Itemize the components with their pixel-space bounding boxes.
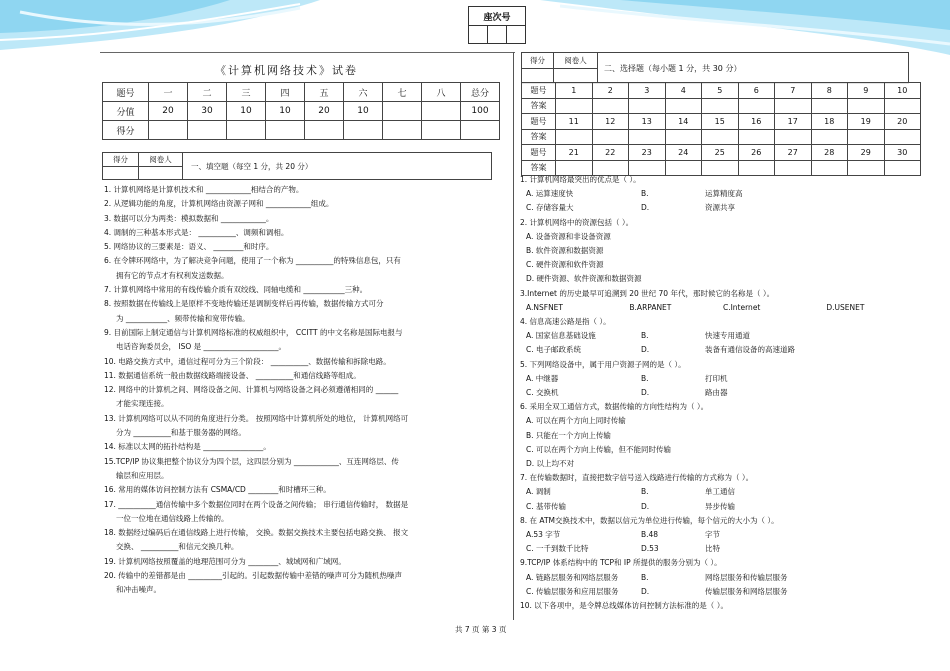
answer-grid-cell: [592, 98, 629, 114]
answer-grid-cell: [884, 98, 921, 114]
choice-options: [520, 187, 915, 201]
choice-option: D.: [641, 586, 650, 596]
choice-option: B.: [641, 572, 649, 582]
choice-options: [520, 429, 915, 443]
choice-question: 9.TCP/IP 体系结构中的 TCP和 IP 所提供的服务分别为（ ）。: [520, 558, 722, 568]
answer-grid-cell: 29: [848, 145, 885, 161]
choice-options: [520, 386, 915, 400]
answer-grid-row: [522, 114, 921, 130]
answer-grid-cell: 4: [665, 83, 702, 99]
fill-question-line: 4. 调制的三种基本形式是： __________、调频和调相。: [104, 227, 289, 237]
score-table-cell: 30: [188, 102, 227, 121]
answer-grid-cell: 15: [702, 114, 739, 130]
answer-grid-row: [522, 145, 921, 161]
fill-question-line: 和冲击噪声。: [116, 585, 161, 595]
fill-question-line: 15.TCP/IP 协议集把整个协议分为四个层，这四层分别为 ____________、互连网络层、传: [104, 456, 399, 466]
choice-question: 7. 在传输数据时，直接把数字信号送入线路进行传输的方式称为（ ）。: [520, 473, 754, 483]
answer-grid-cell: [556, 98, 593, 114]
choice-options: [520, 414, 915, 428]
fill-question-line: 10. 电路交换方式中，通信过程可分为三个阶段： __________、数据传输和拆除电路。: [104, 356, 391, 366]
fill-question-line: 13. 计算机网络可以从不同的角度进行分类。 按照网络中计算机所处的地位， 计算机网络可: [104, 413, 409, 423]
answer-grid-cell: 2: [592, 83, 629, 99]
choice-options: [520, 443, 915, 457]
fill-question-line: 3. 数据可以分为两类：模拟数据和 ____________。: [104, 213, 274, 223]
score-table-cell: [383, 121, 422, 140]
choice-option: B.: [641, 331, 649, 341]
choice-option: 传输层服务和网络层服务: [705, 586, 788, 596]
choice-options: [520, 343, 915, 357]
choice-option: C. 可以在两个方向上传输，但不能同时传输: [526, 444, 672, 454]
score-table-cell: 10: [266, 102, 305, 121]
answer-grid-cell: 21: [556, 145, 593, 161]
choice-option: 字节: [705, 530, 720, 540]
answer-grid-cell: 27: [775, 145, 812, 161]
fill-question-line: 交换、 __________和信元交换几种。: [116, 542, 239, 552]
answer-grid-cell: 25: [702, 145, 739, 161]
score-table-cell: 分值: [103, 102, 149, 121]
answer-grid-cell: 11: [556, 114, 593, 130]
choice-options: [520, 457, 915, 471]
choice-option: A. 国家信息基础设施: [526, 331, 596, 341]
fill-question-line: 17. __________通信传输中多个数据位同时在两个设备之间传输； 串行通信传输时， 数据是: [104, 499, 409, 509]
answer-grid-cell: 23: [629, 145, 666, 161]
column-divider: [513, 52, 514, 620]
answer-grid-cell: 14: [665, 114, 702, 130]
score-table-cell: [461, 121, 500, 140]
answer-grid-cell: 题号: [522, 114, 556, 130]
score-label: 得分: [522, 53, 553, 69]
choice-options: [520, 528, 915, 542]
answer-grid-cell: 题号: [522, 145, 556, 161]
score-table-cell: [305, 121, 344, 140]
fill-question-line: 才能实现连接。: [116, 399, 169, 409]
score-table-cell: [227, 121, 266, 140]
score-table-cell: 一: [149, 83, 188, 102]
score-table-cell: 10: [344, 102, 383, 121]
choice-options: [520, 571, 915, 585]
choice-option: A. 设备资源和非设备资源: [526, 231, 611, 241]
choice-options: [520, 585, 915, 599]
section1-heading: 一、填空题（每空 1 分，共 20 分）: [191, 161, 313, 171]
answer-grid-cell: 答案: [522, 98, 556, 114]
answer-grid-cell: 8: [811, 83, 848, 99]
answer-grid-row: [522, 129, 921, 145]
answer-grid-cell: 题号: [522, 83, 556, 99]
grader-label: 阅卷人: [139, 153, 182, 167]
answer-grid-cell: 答案: [522, 160, 556, 176]
choice-option: D.53: [641, 544, 659, 554]
answer-grid-cell: 19: [848, 114, 885, 130]
choice-option: D. 硬件资源、软件资源和数据资源: [526, 274, 642, 284]
answer-grid-cell: 1: [556, 83, 593, 99]
choice-option: D.: [641, 388, 650, 398]
fill-question-line: 8. 按照数据在传输线上是原样不变地传输还是调制变样后再传输，数据传输方式可分: [104, 299, 384, 309]
choice-option: A. 中继器: [526, 373, 559, 383]
seat-number-box: [468, 6, 526, 44]
choice-question: 2. 计算机网络中的资源包括（ ）。: [520, 217, 634, 227]
choice-option: C. 硬件资源和软件资源: [526, 260, 604, 270]
score-table-cell: [266, 121, 305, 140]
score-table-cell: [422, 102, 461, 121]
answer-grid-cell: 6: [738, 83, 775, 99]
answer-grid-cell: [629, 98, 666, 114]
answer-grid-cell: [556, 129, 593, 145]
choice-option: 资源共享: [705, 203, 735, 213]
answer-grid-cell: [665, 98, 702, 114]
score-table-cell: 20: [149, 102, 188, 121]
fill-question-line: 14. 标准以太网的拓扑结构是 ________________。: [104, 442, 271, 452]
answer-grid-cell: 17: [775, 114, 812, 130]
answer-grid-row: [522, 98, 921, 114]
answer-grid-cell: 9: [848, 83, 885, 99]
score-table-row: [103, 83, 500, 102]
answer-grid-cell: [629, 129, 666, 145]
answer-grid-cell: [738, 129, 775, 145]
choice-question: 8. 在 ATM交换技术中，数据以信元为单位进行传输，每个信元的大小为（ ）。: [520, 515, 779, 525]
fill-question-line: 6. 在令牌环网络中，为了解决竞争问题，使用了一个称为 __________的特殊信息包，只有: [104, 256, 401, 266]
fill-question-line: 9. 目前国际上制定通信与计算机网络标准的权威组织中， CCITT 的中文名称是国际电报与: [104, 327, 403, 337]
answer-grid-cell: [884, 129, 921, 145]
section2-grader-box: [521, 52, 909, 84]
fill-question-line: 分为 __________和基于服务器的网络。: [116, 428, 246, 438]
choice-option: 运算精度高: [705, 189, 743, 199]
page-footer: 共 7 页 第 3 页: [455, 625, 507, 634]
choice-option: A. 可以在两个方向上同时传输: [526, 416, 626, 426]
answer-grid-cell: 5: [702, 83, 739, 99]
answer-grid-cell: [702, 98, 739, 114]
section1-grader-box: [102, 152, 492, 180]
choice-options: [520, 329, 915, 343]
section2-heading: 二、选择题（每小题 1 分，共 30 分）: [604, 63, 742, 73]
score-table-cell: [149, 121, 188, 140]
fill-question-line: 11. 数据通信系统一般由数据线路端接设备、 __________和通信线路等组成。: [104, 370, 361, 380]
answer-grid-cell: 16: [738, 114, 775, 130]
answer-grid-cell: 答案: [522, 129, 556, 145]
choice-question: 3.Internet 的历史最早可追溯到 20 世纪 70 年代，那时候它的名称是（ ）。: [520, 288, 775, 298]
fill-questions: [104, 183, 506, 598]
choice-question: 5. 下列网络设备中，属于用户资源子网的是（ ）。: [520, 359, 686, 369]
score-table-cell: 三: [227, 83, 266, 102]
choice-question: 4. 信息高速公路是指（ ）。: [520, 317, 611, 327]
choice-option: 路由器: [705, 388, 728, 398]
fill-question-line: 一位一位地在通信线路上传输的。: [116, 513, 229, 523]
choice-option: 网络层服务和传输层服务: [705, 572, 788, 582]
choice-options: [520, 244, 915, 258]
answer-grid-cell: 28: [811, 145, 848, 161]
answer-grid-row: [522, 83, 921, 99]
choice-option: D.: [641, 203, 650, 213]
choice-options: [520, 485, 915, 499]
answer-grid-cell: [848, 98, 885, 114]
choice-option: C. 存储容量大: [526, 203, 574, 213]
choice-option: A.NSFNET: [526, 302, 563, 312]
answer-grid-cell: [738, 98, 775, 114]
answer-grid-cell: 7: [775, 83, 812, 99]
answer-grid-cell: 10: [884, 83, 921, 99]
score-table-cell: 题号: [103, 83, 149, 102]
choice-questions: [520, 173, 915, 613]
score-table-cell: 10: [227, 102, 266, 121]
answer-grid-cell: [775, 98, 812, 114]
choice-option: C.Internet: [722, 302, 761, 312]
score-table-cell: [344, 121, 383, 140]
choice-option: B. 软件资源和数据资源: [526, 246, 604, 256]
choice-option: B.: [641, 487, 649, 497]
choice-options: [520, 542, 915, 556]
choice-option: A. 运算速度快: [526, 189, 574, 199]
choice-option: D.: [641, 345, 650, 355]
answer-grid-cell: [702, 129, 739, 145]
fill-question-line: 7. 计算机网络中常用的有线传输介质有双绞线、同轴电缆和 ___________三种。: [104, 285, 368, 295]
answer-grid-cell: 3: [629, 83, 666, 99]
choice-option: 装备有通信设备的高速道路: [705, 345, 795, 355]
score-table-cell: 20: [305, 102, 344, 121]
score-table-row: [103, 121, 500, 140]
choice-option: C. 电子邮政系统: [526, 345, 582, 355]
fill-question-line: 18. 数据经过编码后在通信线路上进行传输， 交换。数据交换技术主要包括电路交换、 报文: [104, 528, 409, 538]
fill-question-line: 1. 计算机网络是计算机技术和 ____________相结合的产物。: [104, 185, 304, 194]
score-table-cell: 六: [344, 83, 383, 102]
choice-option: D. 以上均不对: [526, 459, 575, 469]
answer-grid: [521, 82, 921, 176]
fill-question-line: 20. 传输中的差错都是由 _________引起的。引起数据传输中差错的噪声可分为随机热噪声: [104, 571, 402, 581]
choice-question: 1. 计算机网络最突出的优点是（ ）。: [520, 175, 641, 184]
fill-question-line: 拥有它的节点才有权利发送数据。: [116, 270, 229, 280]
choice-options: [520, 272, 915, 286]
answer-grid-cell: [811, 98, 848, 114]
choice-options: [520, 372, 915, 386]
answer-grid-cell: 13: [629, 114, 666, 130]
choice-options: [520, 258, 915, 272]
score-table-cell: [422, 121, 461, 140]
answer-grid-cell: [848, 129, 885, 145]
answer-grid-cell: 22: [592, 145, 629, 161]
answer-grid-cell: 26: [738, 145, 775, 161]
choice-option: C. 一千到数千比特: [526, 544, 589, 554]
choice-options: [520, 230, 915, 244]
score-table-cell: 得分: [103, 121, 149, 140]
score-table-cell: [383, 102, 422, 121]
choice-option: 比特: [705, 544, 720, 554]
choice-option: B. 只能在一个方向上传输: [526, 430, 611, 440]
fill-question-line: 电话咨询委员会， ISO 是 ____________________。: [116, 342, 287, 352]
score-table-cell: 五: [305, 83, 344, 102]
answer-grid-cell: 24: [665, 145, 702, 161]
seat-number-label: 座次号: [469, 7, 525, 26]
choice-option: C. 交换机: [526, 388, 559, 398]
page-title: 《计算机网络技术》试卷: [215, 64, 358, 77]
fill-question-line: 16. 常用的媒体访问控制方法有 CSMA/CD ________和时槽环三种。: [104, 485, 331, 495]
choice-options: [520, 201, 915, 215]
choice-option: B.48: [641, 530, 659, 540]
choice-option: 打印机: [705, 373, 728, 383]
grader-label: 阅卷人: [554, 53, 597, 69]
choice-option: 快速专用通道: [705, 331, 750, 341]
choice-option: C. 传输层服务和应用层服务: [526, 586, 619, 596]
choice-question: 6. 采用全双工通信方式，数据传输的方向性结构为（ ）。: [520, 402, 709, 412]
choice-question: 10. 以下各项中，是令牌总线媒体访问控制方法标准的是（ ）。: [520, 601, 728, 611]
fill-question-line: 为 ___________、频带传输和宽带传输。: [116, 313, 250, 323]
answer-grid-cell: 18: [811, 114, 848, 130]
choice-option: A. 链路层服务和网络层服务: [526, 572, 619, 582]
answer-grid-cell: 20: [884, 114, 921, 130]
score-table-cell: 二: [188, 83, 227, 102]
choice-option: B.: [641, 373, 649, 383]
choice-option: 单工通信: [705, 487, 735, 497]
score-table: [102, 82, 500, 140]
choice-option: D.USENET: [826, 302, 865, 312]
score-table-cell: 总分: [461, 83, 500, 102]
score-table-cell: 七: [383, 83, 422, 102]
top-rule: [100, 52, 515, 53]
choice-options: [520, 500, 915, 514]
choice-option: A.53 字节: [526, 530, 561, 540]
score-label: 得分: [103, 153, 138, 167]
score-table-cell: 100: [461, 102, 500, 121]
answer-grid-cell: [665, 129, 702, 145]
fill-question-line: 5. 网络协议的三要素是：语义、 ________和时序。: [104, 242, 274, 252]
choice-option: B.: [641, 189, 649, 199]
choice-option: D.: [641, 501, 650, 511]
fill-question-line: 12. 网络中的计算机之间、网络设备之间、计算机与网络设备之间必须遵循相同的 ______: [104, 385, 399, 395]
choice-option: B.ARPANET: [629, 302, 672, 312]
score-table-cell: 八: [422, 83, 461, 102]
answer-grid-cell: 30: [884, 145, 921, 161]
fill-question-line: 19. 计算机网络按照覆盖的地理范围可分为 ________、城域网和广域网。: [104, 556, 346, 566]
choice-options: [520, 301, 915, 315]
score-table-cell: 四: [266, 83, 305, 102]
choice-option: 异步传输: [705, 501, 735, 511]
choice-option: C. 基带传输: [526, 501, 567, 511]
choice-option: A. 调制: [526, 487, 551, 497]
answer-grid-cell: 12: [592, 114, 629, 130]
answer-grid-cell: [775, 129, 812, 145]
answer-grid-cell: [811, 129, 848, 145]
fill-question-line: 输层和应用层。: [116, 470, 169, 480]
score-table-cell: [188, 121, 227, 140]
answer-grid-cell: [592, 129, 629, 145]
score-table-row: [103, 102, 500, 121]
fill-question-line: 2. 从逻辑功能的角度，计算机网络由资源子网和 ____________组成。: [104, 199, 334, 209]
